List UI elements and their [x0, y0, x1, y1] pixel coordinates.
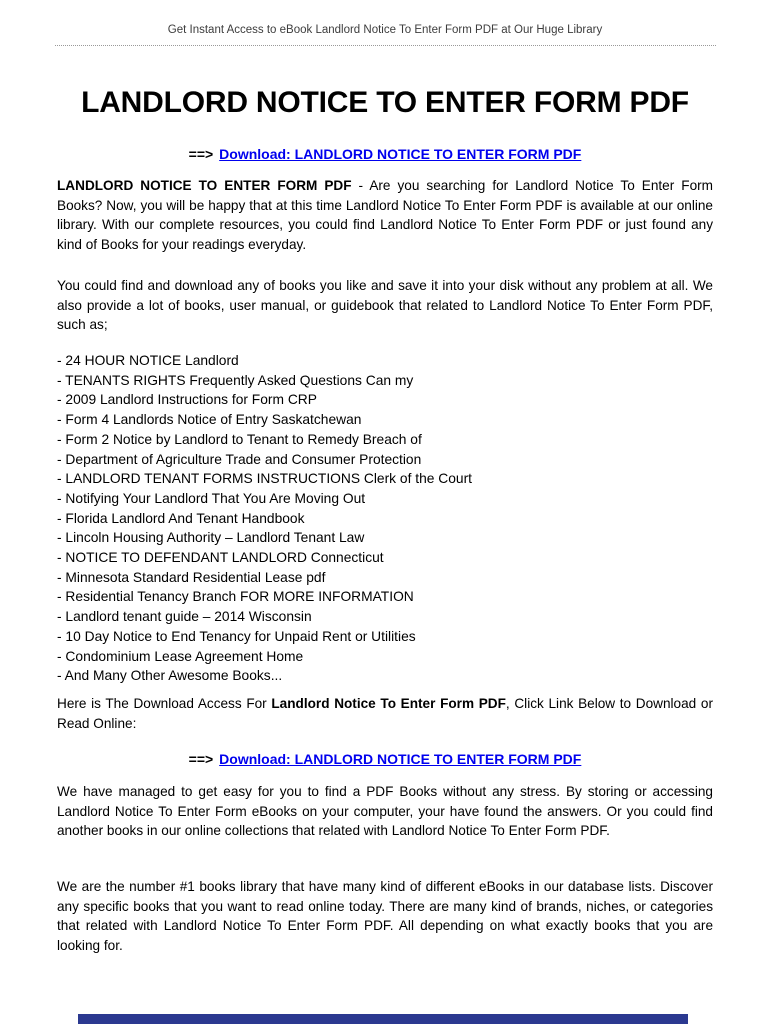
list-item: - And Many Other Awesome Books... — [57, 668, 283, 684]
footer-link-bar[interactable] — [78, 1014, 688, 1024]
list-item: - NOTICE TO DEFENDANT LANDLORD Connecticut — [57, 550, 384, 566]
list-item: - Condominium Lease Agreement Home — [57, 648, 304, 664]
list-item: - Form 2 Notice by Landlord to Tenant to Remedy Breach of — [57, 431, 422, 447]
here-pre-text: Here is The Download Access For — [57, 696, 272, 711]
list-item: - Minnesota Standard Residential Lease pdf — [57, 569, 326, 585]
paragraph-number-one-library: We are the number #1 books library that have many kind of different eBooks in our database lists. Discover any specific books that you want to read online today. There are many kind of brands, niches, or categories that related with Landlord Notice To Enter Form PDF. All depending on what exactly books that you are looking for. — [57, 879, 713, 954]
list-item: - Florida Landlord And Tenant Handbook — [57, 510, 305, 526]
list-item: - 10 Day Notice to End Tenancy for Unpaid Rent or Utilities — [57, 628, 416, 644]
header-text: Get Instant Access to eBook Landlord Notice To Enter Form PDF at Our Huge Library — [167, 24, 603, 36]
list-item: - Notifying Your Landlord That You Are Moving Out — [57, 490, 366, 506]
intro-bold-lead: LANDLORD NOTICE TO ENTER FORM PDF — [57, 178, 352, 193]
download-arrow-prefix: ==> — [188, 146, 214, 162]
download-link[interactable]: Download: LANDLORD NOTICE TO ENTER FORM PDF — [219, 751, 582, 767]
download-line-2 — [0, 751, 770, 767]
list-item: - Landlord tenant guide – 2014 Wisconsin — [57, 609, 312, 625]
intro-rest-text: - Are you searching for Landlord Notice To Enter Form Books? Now, you will be happy that at this time Landlord Notice To Enter Form PDF is available at our online library. With our complete resources, you could find Landlord Notice To Enter Form PDF or just found any kind of Books for your readings everyday. — [57, 178, 713, 253]
here-bold-text: Landlord Notice To Enter Form PDF — [271, 696, 506, 711]
page-title: LANDLORD NOTICE TO ENTER FORM PDF — [81, 86, 689, 119]
paragraph-here-is — [57, 694, 713, 733]
list-item: - Form 4 Landlords Notice of Entry Saskatchewan — [57, 412, 362, 428]
list-item: - TENANTS RIGHTS Frequently Asked Questions Can my — [57, 372, 414, 388]
download-link[interactable]: Download: LANDLORD NOTICE TO ENTER FORM PDF — [219, 146, 582, 162]
here-post-text: , Click Link Below to Download or Read Online: — [57, 696, 713, 731]
download-arrow-prefix: ==> — [188, 751, 214, 767]
paragraph-managed-easy: We have managed to get easy for you to find a PDF Books without any stress. By storing or accessing Landlord Notice To Enter Form eBooks on your computer, your have found the answers. Or you could find another books in our online collections that related with Landlord Notice To Enter Form PDF. — [57, 784, 713, 839]
list-item: - Lincoln Housing Authority – Landlord Tenant Law — [57, 530, 365, 546]
paragraph-intro — [57, 176, 713, 255]
download-line-1 — [0, 146, 770, 162]
header-divider — [55, 45, 716, 46]
list-item: - 2009 Landlord Instructions for Form CRP — [57, 392, 317, 408]
book-list — [57, 351, 717, 686]
list-item: - LANDLORD TENANT FORMS INSTRUCTIONS Clerk of the Court — [57, 471, 472, 487]
list-item: - 24 HOUR NOTICE Landlord — [57, 353, 239, 368]
list-item: - Department of Agriculture Trade and Consumer Protection — [57, 451, 422, 467]
list-item: - Residential Tenancy Branch FOR MORE INFORMATION — [57, 589, 414, 605]
paragraph-find-download: You could find and download any of books you like and save it into your disk without any problem at all. We also provide a lot of books, user manual, or guidebook that related to Landlord Notice To Enter Form PDF, such as; — [57, 278, 713, 333]
